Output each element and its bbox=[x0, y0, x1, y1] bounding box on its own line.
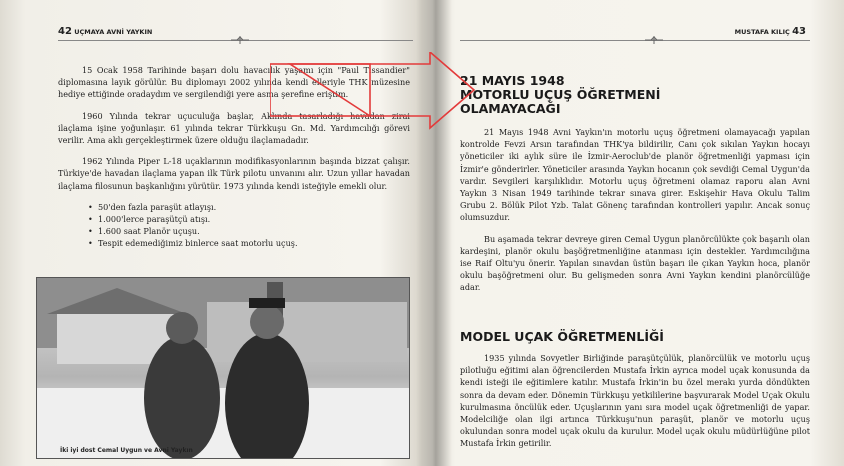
section-heading-1 bbox=[460, 74, 800, 116]
list-item: • 50'den fazla paraşüt atlayışı. bbox=[88, 201, 410, 213]
paragraph: 21 Mayıs 1948 Avni Yaykın'ın motorlu uçuş öğretmeni olamayacağı yapılan kontrolde Fevzi Arsın tarafından THK'ya bildirilir, Canı çok sıkılan Yaykın hocayı yöneticiler iki aylık süre ile İzmir-Aeroclub'de planör öğretmenliği yapması için İzmir'e gönderirler. Yöneticiler arasında Yaykın hocanın çok sevdiği Cemal Uygun'da vardır. Sevgileri karşılıklıdır. Motorlu uçuş öğretmeni olamaz raporu alan Avni Yaykın 3 Nisan 1949 tarihinde tekrar sınava girer. Eskişehir Hava Okulu Talim Grubu 2. Bölük Pilot Yzb. Talat Gönenç tarafından kontrolleri yapılır. Ancak sonuç olumsuzdur. bbox=[460, 127, 810, 223]
right-running-head-text: MUSTAFA KILIÇ bbox=[734, 28, 790, 36]
photo-caption: İki iyi dost Cemal Uygun ve Avni Yaykın bbox=[60, 447, 193, 454]
paragraph: 1935 yılında Sovyetler Birliğinde paraşütçülük, planörcülük ve motorlu uçuş pilotluğu eğitimi alan öğrencilerden Mustafa İrkin ayrıca model uçak konusunda da kendi isteği ile eğitimlere katılır. Mustafa İrkin'in bu özel merakı yurda döndükten sonra da devam eder. Dönemin Türkkuşu yetkililerine başvurarak Model Uçak Okulu kurulmasına öncülük eder. Uçuşlarının yanı sıra model uçak öğretmenliği de yapar. Modelciliğe olan ilgi artınca Türkkuşu'nun paraşüt, planör ve motorlu uçuş okulundan sonra model uçak okulu da kurulur. Model uçak okulu müdürlüğüne pilot Mustafa İrkin getirilir. bbox=[460, 353, 810, 449]
left-page-number: 42 bbox=[58, 26, 72, 37]
section-heading-2: MODEL UÇAK ÖĞRETMENLİĞİ bbox=[460, 329, 664, 344]
airplane-ornament-icon bbox=[644, 35, 664, 45]
right-page bbox=[432, 0, 844, 466]
list-item: • Tespit edemediğimiz binlerce saat motorlu uçuş. bbox=[88, 237, 410, 249]
heading-line: OLAMAYACAĞI bbox=[460, 101, 561, 116]
paragraph: 1962 Yılında Piper L-18 uçaklarının modifikasyonlarının başında bizzat çalışır. Türkiye'de havadan ilaçlama yapan ilk Türk pilotu unvanını alır. Uzun yıllar havadan ilaçlama filosunun başkanlığını yürütür. 1973 yılında kendi isteğiyle emekli olur. bbox=[58, 156, 410, 191]
red-arrow-annotation-icon bbox=[270, 52, 475, 132]
right-running-head bbox=[735, 26, 806, 37]
left-running-head bbox=[58, 26, 152, 37]
list-item: • 1.000'lerce paraşütçü atışı. bbox=[88, 213, 410, 225]
list-item: • 1.600 saat Planör uçuşu. bbox=[88, 225, 410, 237]
historical-photo bbox=[36, 277, 410, 459]
paragraph: 15 Ocak 1958 Tarihinde başarı dolu havacılık yaşamı için "Paul Tissandier" diplomasına layık görülür. Bu diplomayı 2002 yılında kendi elleriyle THK müzesine hediye ettiğinde oradaydım ve sergilendiği yere asma şerefine eriştim. bbox=[58, 65, 410, 100]
right-page-number: 43 bbox=[792, 26, 806, 37]
paragraph: 1960 Yılında tekrar uçuculuğa başlar, Aklında tasarladığı havadan zirai ilaçlama işine yoğunlaşır. 61 yılında tekrar Türkkuşu Gn. Md. Yardımcılığı görevi verilir. Ama aklı gerçekleştirmek üzere olduğu ilaçlamadadır. bbox=[58, 110, 410, 146]
right-body-text-1 bbox=[460, 126, 810, 303]
right-body-text-2 bbox=[460, 352, 810, 459]
airplane-ornament-icon bbox=[230, 35, 250, 45]
left-running-head-text: UÇMAYA AVNİ YAYKIN bbox=[74, 28, 153, 36]
right-header-rule bbox=[460, 40, 810, 41]
heading-line: MOTORLU UÇUŞ ÖĞRETMENİ bbox=[460, 87, 661, 102]
photo-illustration bbox=[37, 278, 409, 458]
heading-line: 21 MAYIS 1948 bbox=[460, 73, 565, 88]
achievement-list bbox=[88, 201, 410, 250]
paragraph: Bu aşamada tekrar devreye giren Cemal Uygun planörcülükte çok başarılı olan kardeşini, planör okulu başöğretmenliğine atanması için destekler. Yardımcılığına ise Raif Oltu'yu önerir. Yapılan sınavdan üstün başarı ile çıkan Yaykın hoca, planör okulu başöğretmeni olur. Bu gelişmeden sonra Avni Yaykın kendini planörcülüğe adar. bbox=[460, 233, 810, 293]
